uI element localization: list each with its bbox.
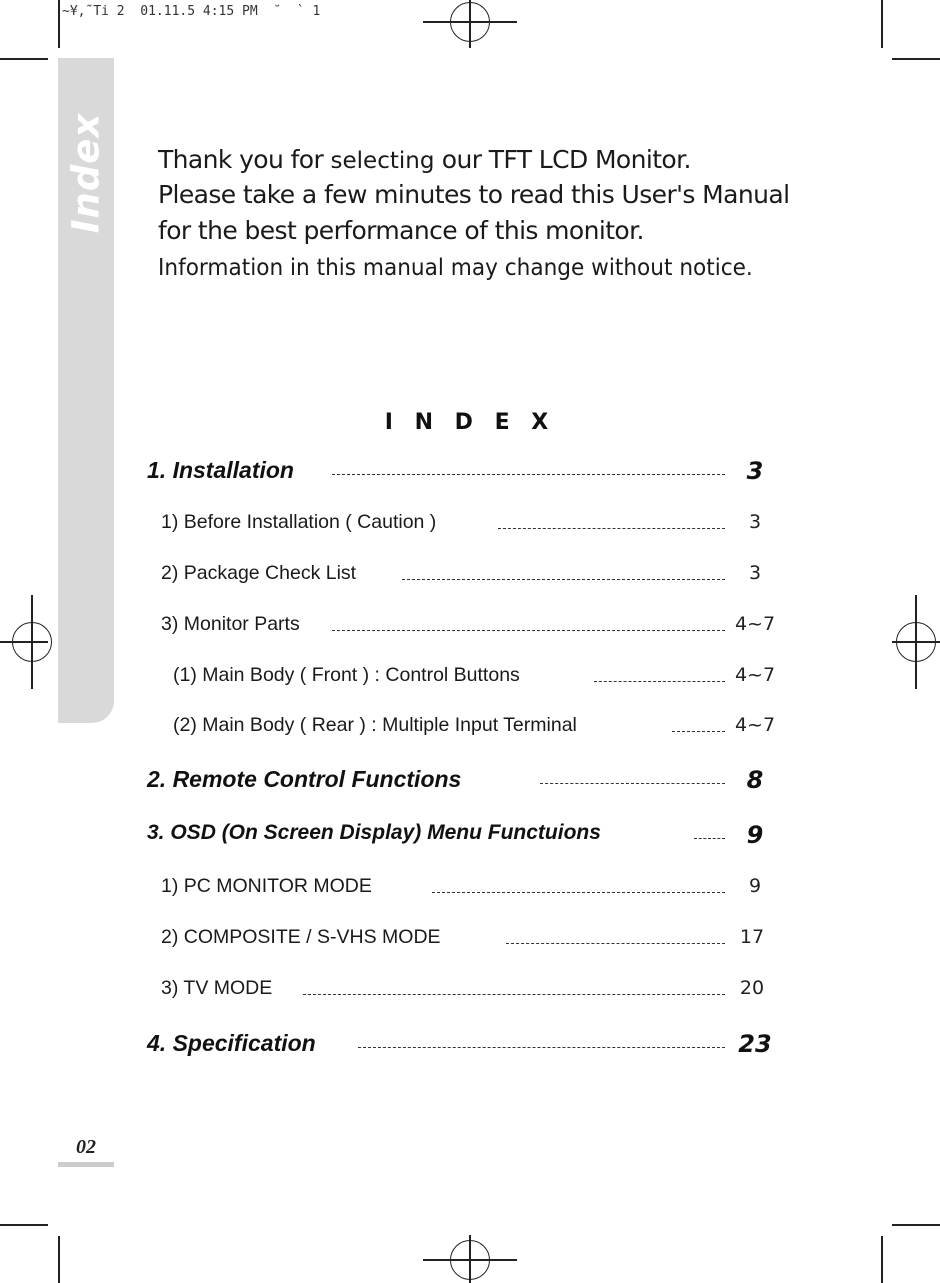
entry-page: 4~7 <box>734 664 776 686</box>
index-entry-main-body-rear[interactable] <box>0 714 940 744</box>
entry-page: 23 <box>738 1030 772 1058</box>
crop-mark-bottom-left-h <box>0 1224 48 1226</box>
dot-leader <box>594 664 725 694</box>
dot-leader <box>332 457 725 487</box>
entry-page: 20 <box>739 977 765 999</box>
dot-leader <box>506 926 725 956</box>
print-slugline: ~¥‚˜Ti 2 01.11.5 4:15 PM ˘ ` 1 <box>62 4 321 19</box>
dot-leader <box>402 562 725 592</box>
index-entry-before-installation[interactable] <box>0 511 940 541</box>
entry-page: 17 <box>739 926 765 948</box>
entry-page: 9 <box>748 875 762 897</box>
page-number: 02 <box>76 1136 96 1158</box>
index-title: I N D E X <box>384 410 556 435</box>
index-entry-remote-control[interactable] <box>0 766 940 796</box>
crop-mark-bottom-right-h <box>892 1224 940 1226</box>
entry-label: (2) Main Body ( Rear ) : Multiple Input Terminal <box>173 714 577 736</box>
entry-label: 1) PC MONITOR MODE <box>161 875 372 897</box>
index-entry-composite-svhs-mode[interactable] <box>0 926 940 956</box>
intro-line-3: for the best performance of this monitor. <box>158 216 644 245</box>
crop-mark-top-left-h <box>0 58 48 60</box>
entry-label: (1) Main Body ( Front ) : Control Buttons <box>173 664 520 686</box>
index-entry-specification[interactable] <box>0 1030 940 1060</box>
intro-line-4: Information in this manual may change without notice. <box>158 253 753 281</box>
crop-mark-top-right-h <box>892 58 940 60</box>
dot-leader <box>498 511 725 541</box>
crop-mark-bottom-right-v <box>881 1236 883 1283</box>
crop-mark-bottom-left-v <box>58 1236 60 1283</box>
index-entry-package-check-list[interactable] <box>0 562 940 592</box>
dot-leader <box>694 821 725 851</box>
entry-page: 8 <box>746 766 764 794</box>
index-entry-osd-menu[interactable] <box>0 821 940 851</box>
crop-mark-top-left-v <box>58 0 60 48</box>
entry-page: 3 <box>748 562 762 584</box>
dot-leader <box>540 766 725 796</box>
section-tab-text: Index <box>64 112 108 234</box>
intro-line-1c: our TFT LCD Monitor. <box>434 145 691 174</box>
entry-label: 2) COMPOSITE / S-VHS MODE <box>161 926 441 948</box>
intro-line-1b: selecting <box>330 148 435 174</box>
entry-page: 3 <box>748 511 762 533</box>
intro-line-2: Please take a few minutes to read this User's Manual <box>158 180 790 209</box>
dot-leader <box>672 714 725 744</box>
crop-mark-top-right-v <box>881 0 883 48</box>
entry-label: 2) Package Check List <box>161 562 357 584</box>
page-number-bar <box>58 1162 114 1167</box>
entry-label: 2. Remote Control Functions <box>147 766 462 792</box>
dot-leader <box>303 977 725 1007</box>
index-entry-tv-mode[interactable] <box>0 977 940 1007</box>
index-entry-monitor-parts[interactable] <box>0 613 940 643</box>
entry-page: 3 <box>746 457 764 485</box>
entry-label: 1. Installation <box>147 457 294 483</box>
entry-label: 4. Specification <box>147 1030 316 1056</box>
index-entry-pc-monitor-mode[interactable] <box>0 875 940 905</box>
entry-label: 3) Monitor Parts <box>161 613 300 635</box>
entry-label: 3. OSD (On Screen Display) Menu Functuions <box>147 821 601 844</box>
intro-line-1a: Thank you for <box>158 145 331 174</box>
entry-page: 9 <box>746 821 764 849</box>
dot-leader <box>432 875 725 905</box>
entry-page: 4~7 <box>734 714 776 736</box>
dot-leader <box>332 613 725 643</box>
index-entry-main-body-front[interactable] <box>0 664 940 694</box>
entry-page: 4~7 <box>734 613 776 635</box>
dot-leader <box>358 1030 725 1060</box>
entry-label: 3) TV MODE <box>161 977 273 999</box>
section-tab-label <box>58 58 114 288</box>
intro-line-1 <box>158 145 691 174</box>
entry-label: 1) Before Installation ( Caution ) <box>161 511 437 533</box>
index-entry-installation[interactable] <box>0 457 940 487</box>
